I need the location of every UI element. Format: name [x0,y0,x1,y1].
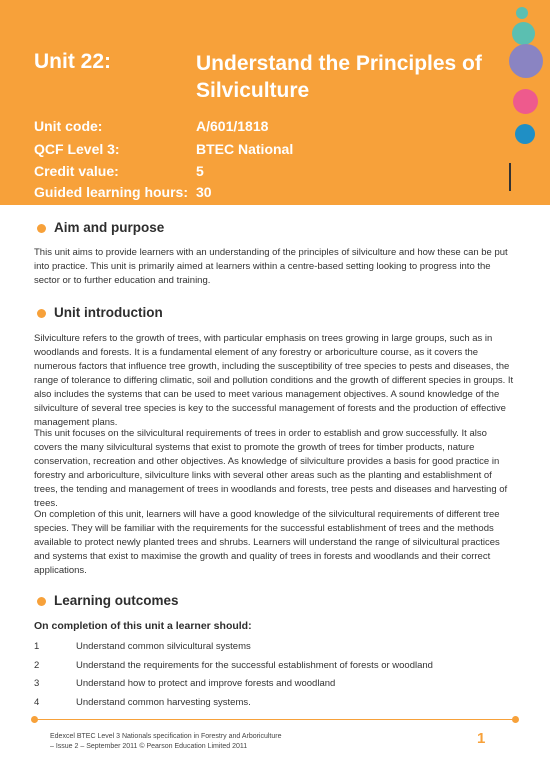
meta-label: QCF Level 3: [34,141,120,157]
outcome-text: Understand the requirements for the successful establishment of forests or woodland [76,660,433,671]
outcome-number: 4 [34,697,40,708]
vertical-divider [509,163,511,191]
footer-dot [512,716,519,723]
outcome-item [34,660,433,671]
meta-value: 30 [196,184,212,200]
meta-row-guided-hours [34,184,212,200]
meta-row-credit-value [34,163,204,179]
footer-line-1: Edexcel BTEC Level 3 Nationals specification in Forestry and Arboriculture [50,733,282,740]
decor-dot-pink [513,89,538,114]
outcomes-lead: On completion of this unit a learner should: [34,620,252,632]
meta-value: 5 [196,163,204,179]
decor-dot-teal [516,7,528,19]
decor-dot-blue [515,124,535,144]
aim-text: This unit aims to provide learners with an understanding of the principles of silviculture and how these can be put into practice. This unit is primarily aimed at learners within a centre-based setting looking to progress into the sector or to further education and training. [34,247,508,286]
meta-row-unit-code [34,118,269,134]
decor-dot-purple [509,44,543,78]
outcome-item [34,641,251,652]
bullet-icon [37,597,46,606]
intro-paragraph: On completion of this unit, learners will have a good knowledge of the silvicultural requirements of different tree species. They will be familiar with the requirements for the successful establishment of trees and the methods available to protect newly planted trees and shrubs. Learners will understand the range of silvicultural practices and systems that exist to maximise the growth and quality of trees in forests and woodlands and their correct applications. [34,509,500,576]
unit-header [0,0,550,205]
meta-label: Unit code: [34,118,103,134]
bullet-icon [37,224,46,233]
outcome-number: 3 [34,678,40,689]
outcome-text: Understand common silvicultural systems [76,641,251,652]
footer-text [50,732,350,752]
outcome-item [34,678,335,689]
footer-line-2: – Issue 2 – September 2011 © Pearson Education Limited 2011 [50,743,248,750]
intro-paragraph: Silviculture refers to the growth of trees, with particular emphasis on trees growing in large groups, such as in woodlands and forests. It is a fundamental element of any forestry or arboriculture course, as it covers the numerous factors that influence tree growth, including the susceptibility of tree species to pests and diseases, the range of tolerance to differing climatic, soil and pollution conditions and the growth of different species in groups. It also includes the systems that can be used to meet various management objectives. A sound knowledge of the silviculture of several tree species is key to the successful management of forests and the production of effective management plans. [34,333,514,428]
outcome-text: Understand common harvesting systems. [76,697,251,708]
footer-rule [34,719,516,720]
section-heading-outcomes: Learning outcomes [54,593,179,608]
outcome-number: 2 [34,660,40,671]
meta-value: BTEC National [196,141,294,157]
decor-dot-teal [512,22,535,45]
footer-dot [31,716,38,723]
section-heading-introduction: Unit introduction [54,305,163,320]
intro-paragraph: This unit focuses on the silvicultural requirements of trees in order to establish and grow successfully. It also covers the many silvicultural systems that exist to promote the growth of trees for timber products, nature conservation, recreation and other objectives. As knowledge of silviculture provides a basis for good practice in forestry and arboriculture, silviculture links with several other areas such as the planting and establishment of trees, the tending and management of trees in woodlands and forests, tree pests and diseases and harvesting of trees. [34,428,508,509]
meta-value: A/601/1818 [196,118,269,134]
section-heading-aim: Aim and purpose [54,220,164,235]
unit-title: Understand the Principles of Silviculture [196,52,482,102]
meta-row-qcf-level [34,141,294,157]
page-number: 1 [477,730,486,747]
unit-number: Unit 22: [34,50,112,73]
outcome-number: 1 [34,641,40,652]
outcome-text: Understand how to protect and improve forests and woodland [76,678,336,689]
meta-label: Credit value: [34,163,119,179]
meta-label: Guided learning hours: [34,184,189,200]
bullet-icon [37,309,46,318]
outcome-item [34,697,251,708]
